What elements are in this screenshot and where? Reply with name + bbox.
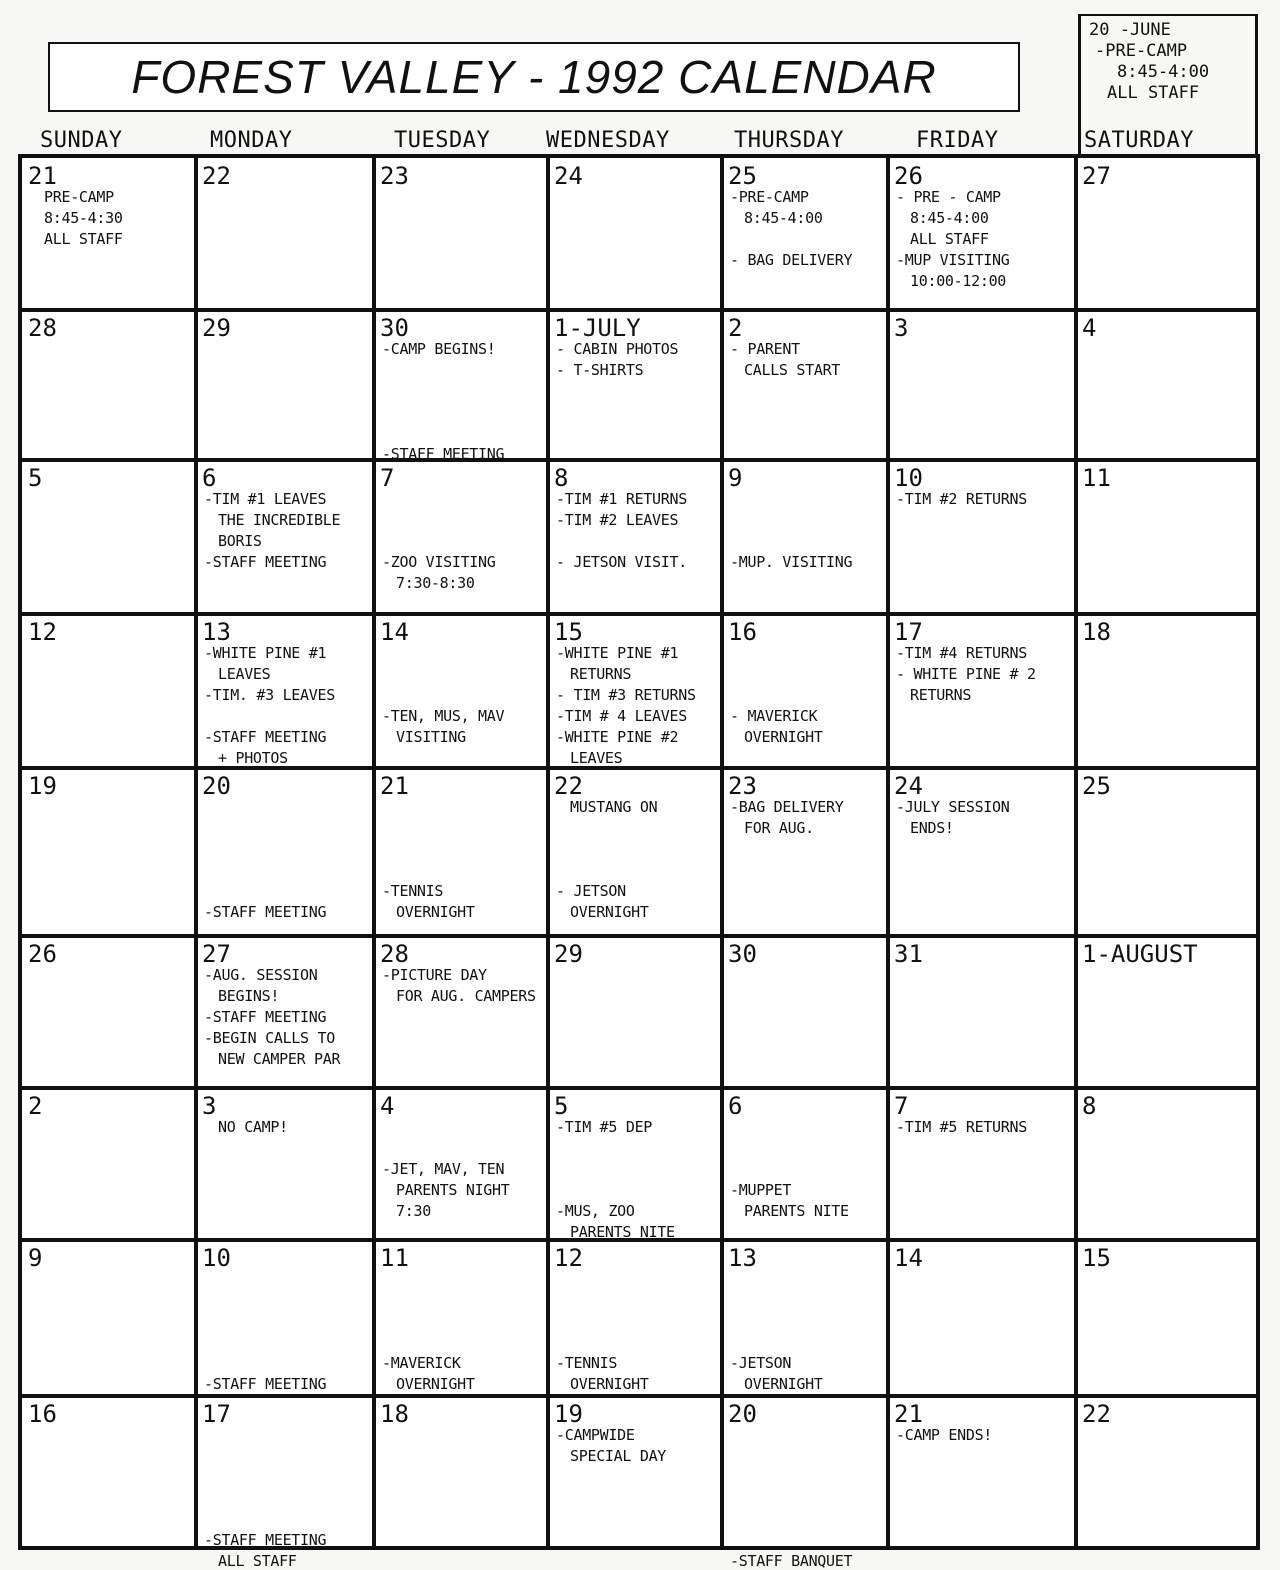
event-text: - BAG DELIVERY: [730, 251, 853, 269]
day-number: 11: [1082, 464, 1111, 492]
event-text: - WHITE PINE # 2: [896, 665, 1036, 683]
event-text: RETURNS: [570, 665, 632, 683]
day-cell: [1078, 1398, 1254, 1544]
day-number: 23: [380, 162, 409, 190]
event-text: -MUS, ZOO: [556, 1202, 635, 1220]
day-number: 21: [380, 772, 409, 800]
event-text: VISITING: [396, 728, 466, 746]
event-text: -WHITE PINE #2: [556, 728, 679, 746]
event-text: NEW CAMPER PAR: [218, 1050, 341, 1068]
event-text: - JETSON VISIT.: [556, 553, 687, 571]
event-text: ALL STAFF: [910, 230, 989, 248]
event-text: -JET, MAV, TEN: [382, 1160, 505, 1178]
day-header-tuesday: TUESDAY: [394, 128, 491, 153]
event-text: FOR AUG.: [744, 819, 814, 837]
day-number: 27: [202, 940, 231, 968]
event-text: -CAMPWIDE: [556, 1426, 635, 1444]
day-cell: [1078, 462, 1254, 612]
event-text: LEAVES: [218, 665, 271, 683]
day-cell: [1078, 770, 1254, 934]
day-number: 27: [1082, 162, 1111, 190]
day-number: 2: [728, 314, 743, 342]
day-cell: [724, 1398, 886, 1570]
event-text: -PRE-CAMP: [730, 188, 809, 206]
event-text: OVERNIGHT: [744, 728, 823, 746]
day-cell: [724, 1090, 886, 1238]
corner-note-line: 20 -JUNE: [1089, 20, 1171, 40]
event-text: -STAFF MEETING: [204, 903, 327, 921]
day-header-thursday: THURSDAY: [734, 128, 844, 153]
event-text: NO CAMP!: [218, 1118, 288, 1136]
day-number: 15: [554, 618, 583, 646]
event-text: SPECIAL DAY: [570, 1447, 667, 1465]
event-text: -STAFF BANQUET: [730, 1552, 853, 1570]
day-cell: [24, 462, 194, 612]
day-number: 19: [554, 1400, 583, 1428]
day-cell: [1078, 616, 1254, 766]
event-text: -CAMP ENDS!: [896, 1426, 993, 1444]
event-text: 8:45-4:00: [744, 209, 823, 227]
event-text: -TIM #1 LEAVES: [204, 490, 327, 508]
day-number: 6: [728, 1092, 743, 1120]
event-text: CALLS START: [744, 361, 841, 379]
day-number: 25: [728, 162, 757, 190]
day-number: 9: [728, 464, 743, 492]
event-text: LEAVES: [570, 749, 623, 767]
event-text: -TENNIS: [556, 1354, 618, 1372]
day-cell: [376, 616, 546, 766]
day-number: 15: [1082, 1244, 1111, 1272]
event-text: OVERNIGHT: [570, 1375, 649, 1393]
event-text: MUSTANG ON: [570, 798, 658, 816]
day-number: 10: [202, 1244, 231, 1272]
day-number: 18: [1082, 618, 1111, 646]
day-cell: [550, 312, 720, 458]
day-number: 18: [380, 1400, 409, 1428]
day-cell: [198, 1090, 372, 1238]
event-text: PARENTS NIGHT: [396, 1181, 510, 1199]
event-text: FOR AUG. CAMPERS: [396, 987, 536, 1005]
event-text: -TIM. #3 LEAVES: [204, 686, 335, 704]
corner-note-line: 8:45-4:00: [1117, 62, 1210, 82]
day-number: 29: [202, 314, 231, 342]
event-text: -STAFF MEETING: [382, 445, 505, 463]
event-text: PARENTS NITE: [744, 1202, 849, 1220]
event-text: PRE-CAMP: [44, 188, 114, 206]
day-header-monday: MONDAY: [210, 128, 293, 153]
day-cell: [550, 160, 720, 308]
day-cell: [724, 938, 886, 1086]
event-text: - TIM #3 RETURNS: [556, 686, 696, 704]
calendar-title: FOREST VALLEY - 1992 CALENDAR: [131, 51, 937, 103]
day-cell: [890, 1090, 1074, 1238]
event-text: 10:00-12:00: [910, 272, 1007, 290]
day-number: 10: [894, 464, 923, 492]
event-text: - CABIN PHOTOS: [556, 340, 679, 358]
day-cell: [724, 462, 886, 612]
day-number: 7: [894, 1092, 909, 1120]
day-cell: [198, 1242, 372, 1394]
day-number: 28: [380, 940, 409, 968]
day-headers: [18, 128, 1258, 156]
day-number: 30: [728, 940, 757, 968]
day-number: 23: [728, 772, 757, 800]
day-number: 17: [202, 1400, 231, 1428]
day-cell: [24, 312, 194, 458]
calendar-grid: [18, 154, 1260, 1570]
event-text: ALL STAFF: [44, 230, 123, 248]
day-number: 16: [728, 618, 757, 646]
day-number: 31: [894, 940, 923, 968]
day-cell: [24, 938, 194, 1086]
event-text: -ZOO VISITING: [382, 553, 496, 571]
day-cell: [1078, 1090, 1254, 1238]
day-number: 16: [28, 1400, 57, 1428]
day-cell: [550, 1398, 720, 1544]
event-text: -TIM #4 RETURNS: [896, 644, 1027, 662]
event-text: -STAFF MEETING: [204, 553, 327, 571]
event-text: ENDS!: [910, 819, 954, 837]
event-text: OVERNIGHT: [570, 903, 649, 921]
day-cell: [198, 770, 372, 934]
day-number: 5: [554, 1092, 569, 1120]
day-number: 28: [28, 314, 57, 342]
day-cell: [198, 462, 372, 612]
day-cell: [1078, 1242, 1254, 1394]
event-text: -MUPPET: [730, 1181, 792, 1199]
event-text: 8:45-4:00: [910, 209, 989, 227]
corner-note-line: -PRE-CAMP: [1095, 41, 1188, 61]
day-number: 6: [202, 464, 217, 492]
event-text: PARENTS NITE: [570, 1223, 675, 1241]
event-text: -MUP VISITING: [896, 251, 1010, 269]
day-cell: [550, 938, 720, 1086]
day-cell: [550, 1090, 720, 1241]
day-cell: [724, 770, 886, 934]
day-cell: [1078, 312, 1254, 458]
day-cell: [376, 160, 546, 308]
event-text: -TEN, MUS, MAV: [382, 707, 505, 725]
day-number: 2: [28, 1092, 43, 1120]
day-number: 21: [894, 1400, 923, 1428]
day-number: 13: [728, 1244, 757, 1272]
event-text: -WHITE PINE #1: [204, 644, 327, 662]
day-cell: [1078, 938, 1254, 1086]
event-text: -STAFF MEETING: [204, 1008, 327, 1026]
day-cell: [890, 616, 1074, 766]
day-cell: [24, 616, 194, 766]
day-number: 17: [894, 618, 923, 646]
day-number: 4: [380, 1092, 395, 1120]
day-cell: [24, 770, 194, 934]
day-cell: [890, 1398, 1074, 1544]
day-header-saturday: SATURDAY: [1084, 128, 1194, 153]
day-cell: [24, 1090, 194, 1238]
event-text: -BEGIN CALLS TO: [204, 1029, 335, 1047]
day-number: 9: [28, 1244, 43, 1272]
day-cell: [890, 462, 1074, 612]
event-text: - PRE - CAMP: [896, 188, 1001, 206]
day-cell: [724, 312, 886, 458]
calendar-title-box: [48, 42, 1020, 112]
day-number: 26: [28, 940, 57, 968]
event-text: -JULY SESSION: [896, 798, 1010, 816]
day-number: 25: [1082, 772, 1111, 800]
day-cell: [890, 1242, 1074, 1394]
event-text: OVERNIGHT: [396, 903, 475, 921]
event-text: 7:30: [396, 1202, 431, 1220]
event-text: -TIM #2 LEAVES: [556, 511, 679, 529]
day-number: 1-AUGUST: [1082, 940, 1198, 968]
day-cell: [198, 160, 372, 308]
day-header-sunday: SUNDAY: [40, 128, 123, 153]
day-number: 30: [380, 314, 409, 342]
day-number: 8: [1082, 1092, 1097, 1120]
event-text: THE INCREDIBLE: [218, 511, 341, 529]
event-text: - MAVERICK: [730, 707, 818, 725]
day-number: 20: [728, 1400, 757, 1428]
day-cell: [376, 1398, 546, 1544]
event-text: + PHOTOS: [218, 749, 288, 767]
day-number: 22: [202, 162, 231, 190]
day-header-wednesday: WEDNESDAY: [546, 128, 670, 153]
day-number: 29: [554, 940, 583, 968]
event-text: 8:45-4:30: [44, 209, 123, 227]
day-cell: [550, 1242, 720, 1394]
day-cell: [1078, 160, 1254, 308]
day-cell: [198, 616, 372, 766]
day-number: 21: [28, 162, 57, 190]
corner-note-line: ALL STAFF: [1107, 83, 1200, 103]
event-text: -TIM #1 RETURNS: [556, 490, 687, 508]
event-text: ALL STAFF: [218, 1552, 297, 1570]
event-text: 7:30-8:30: [396, 574, 475, 592]
day-number: 22: [1082, 1400, 1111, 1428]
day-cell: [890, 938, 1074, 1086]
day-number: 14: [380, 618, 409, 646]
day-cell: [376, 770, 546, 934]
day-cell: [724, 616, 886, 766]
day-cell: [198, 938, 372, 1086]
day-number: 19: [28, 772, 57, 800]
day-cell: [724, 1242, 886, 1394]
event-text: OVERNIGHT: [744, 1375, 823, 1393]
day-cell: [376, 938, 546, 1086]
event-text: -MUP. VISITING: [730, 553, 853, 571]
event-text: - T-SHIRTS: [556, 361, 644, 379]
day-number: 5: [28, 464, 43, 492]
day-cell: [376, 1090, 546, 1238]
event-text: OVERNIGHT: [396, 1375, 475, 1393]
event-text: -TIM #5 DEP: [556, 1118, 653, 1136]
day-cell: [890, 160, 1074, 308]
event-text: RETURNS: [910, 686, 972, 704]
day-cell: [198, 312, 372, 458]
event-text: - JETSON: [556, 882, 626, 900]
day-cell: [198, 1398, 372, 1570]
day-number: 24: [894, 772, 923, 800]
day-cell: [550, 616, 720, 766]
event-text: -MAVERICK: [382, 1354, 461, 1372]
day-cell: [550, 770, 720, 934]
day-number: 3: [202, 1092, 217, 1120]
day-number: 8: [554, 464, 569, 492]
event-text: -STAFF MEETING: [204, 1375, 327, 1393]
event-text: -TIM #5 RETURNS: [896, 1118, 1027, 1136]
day-number: 3: [894, 314, 909, 342]
event-text: -STAFF MEETING: [204, 1531, 327, 1549]
day-number: 24: [554, 162, 583, 190]
day-cell: [24, 160, 194, 308]
day-number: 20: [202, 772, 231, 800]
day-number: 26: [894, 162, 923, 190]
event-text: -BAG DELIVERY: [730, 798, 844, 816]
day-number: 13: [202, 618, 231, 646]
event-text: BEGINS!: [218, 987, 280, 1005]
event-text: -CAMP BEGINS!: [382, 340, 496, 358]
day-cell: [890, 312, 1074, 458]
day-cell: [376, 1242, 546, 1394]
day-cell: [376, 462, 546, 612]
day-cell: [24, 1242, 194, 1394]
event-text: -JETSON: [730, 1354, 792, 1372]
day-cell: [550, 462, 720, 612]
day-cell: [24, 1398, 194, 1544]
day-cell: [724, 160, 886, 308]
event-text: -STAFF MEETING: [204, 728, 327, 746]
day-cell: [376, 312, 546, 463]
day-number: 12: [28, 618, 57, 646]
event-text: -TENNIS: [382, 882, 444, 900]
day-header-friday: FRIDAY: [916, 128, 999, 153]
day-number: 22: [554, 772, 583, 800]
event-text: BORIS: [218, 532, 262, 550]
day-number: 14: [894, 1244, 923, 1272]
event-text: -TIM #2 RETURNS: [896, 490, 1027, 508]
event-text: -TIM # 4 LEAVES: [556, 707, 687, 725]
day-number: 12: [554, 1244, 583, 1272]
event-text: -AUG. SESSION: [204, 966, 318, 984]
event-text: -PICTURE DAY: [382, 966, 487, 984]
day-number: 1-JULY: [554, 314, 641, 342]
day-number: 11: [380, 1244, 409, 1272]
day-number: 7: [380, 464, 395, 492]
day-cell: [890, 770, 1074, 934]
event-text: -WHITE PINE #1: [556, 644, 679, 662]
event-text: - PARENT: [730, 340, 800, 358]
day-number: 4: [1082, 314, 1097, 342]
